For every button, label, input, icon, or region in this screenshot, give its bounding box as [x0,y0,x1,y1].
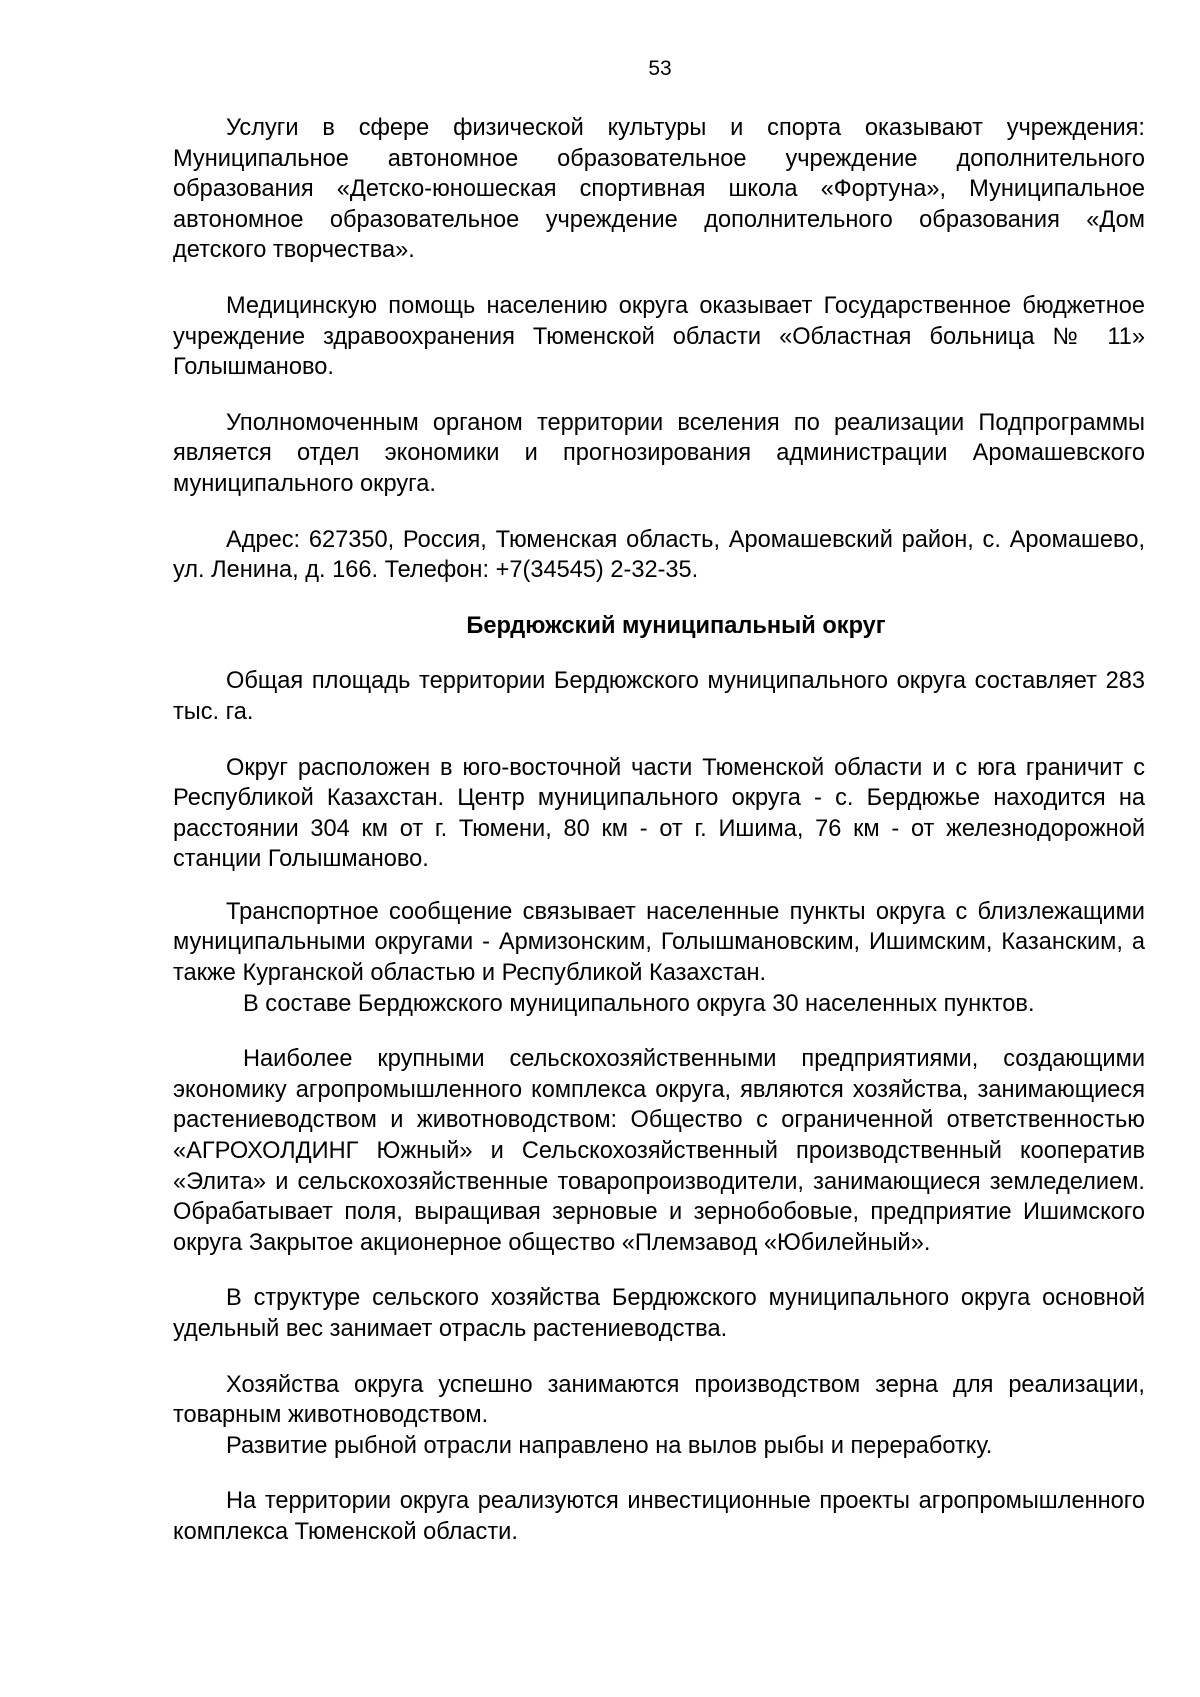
paragraph-medical: Медицинскую помощь населению округа оказывает Государственное бюджетное учреждение здравоохранения Тюменской области «Областная больница № 11» Голышманово. [173,292,1145,381]
paragraph-address: Адрес: 627350, Россия, Тюменская область, Аромашевский район, с. Аромашево, ул. Ленина, д. 166. Телефон: +7(34545) 2-32-35. [173,526,1145,584]
paragraph-area: Общая площадь территории Бердюжского муниципального округа составляет 283 тыс. га. [173,668,1145,725]
paragraph-structure: В структуре сельского хозяйства Бердюжского муниципального округа основной удельный вес занимает отрасль растениеводства. [173,1285,1145,1342]
paragraph-fishery: Развитие рыбной отрасли направлено на вылов рыбы и переработку. [226,1432,993,1459]
paragraph-authority: Уполномоченным органом территории вселения по реализации Подпрограммы является отдел экономики и прогнозирования администрации Аромашевского муниципального округа. [173,409,1145,497]
paragraph-location: Округ расположен в юго-восточной части Тюменской области и с юга граничит с Республикой Казахстан. Центр муниципального округа - с. Бердюжье находится на расстоянии 304 км от г. Тюмени, 80 км - от г. Ишима, 76 км - от железнодорожной станции Голышманово. [173,754,1145,873]
page-number: 53 [648,57,672,80]
paragraph-investment: На территории округа реализуются инвестиционные проекты агропромышленного комплекса Тюменской области. [173,1488,1145,1545]
document-body [173,113,1145,1548]
paragraph-settlements: В составе Бердюжского муниципального округа 30 населенных пунктов. [243,990,1035,1017]
section-heading: Бердюжский муниципальный округ [466,612,886,639]
paragraph-farms: Хозяйства округа успешно занимаются производством зерна для реализации, товарным животноводством. [173,1371,1145,1429]
paragraph-sports: Услуги в сфере физической культуры и спорта оказывают учреждения: Муниципальное автономное образовательное учреждение дополнительного образования «Детско-юношеская спортивная школа «Фортуна», Муниципальное автономное образовательное учреждение дополнительного образования «Дом детского творчества». [173,115,1145,264]
paragraph-transport: Транспортное сообщение связывает населенные пункты округа с близлежащими муниципальными округами - Армизонским, Голышмановским, Ишимским, Казанским, а также Курганской областью и Республикой Казахстан. [173,898,1145,987]
paragraph-enterprises: Наиболее крупными сельскохозяйственными предприятиями, создающими экономику агропромышленного комплекса округа, являются хозяйства, занимающиеся растениеводством и животноводством: Общество с ограниченной ответственностью «АГРОХОЛДИНГ Южный» и Сельскохозяйственный производственный кооператив «Элита» и сельскохозяйственные товаропроизводители, занимающиеся земледелием. Обрабатывает поля, выращивая зерновые и зернобобовые, предприятие Ишимского округа Закрытое акционерное общество «Племзавод «Юбилейный». [173,1046,1145,1256]
